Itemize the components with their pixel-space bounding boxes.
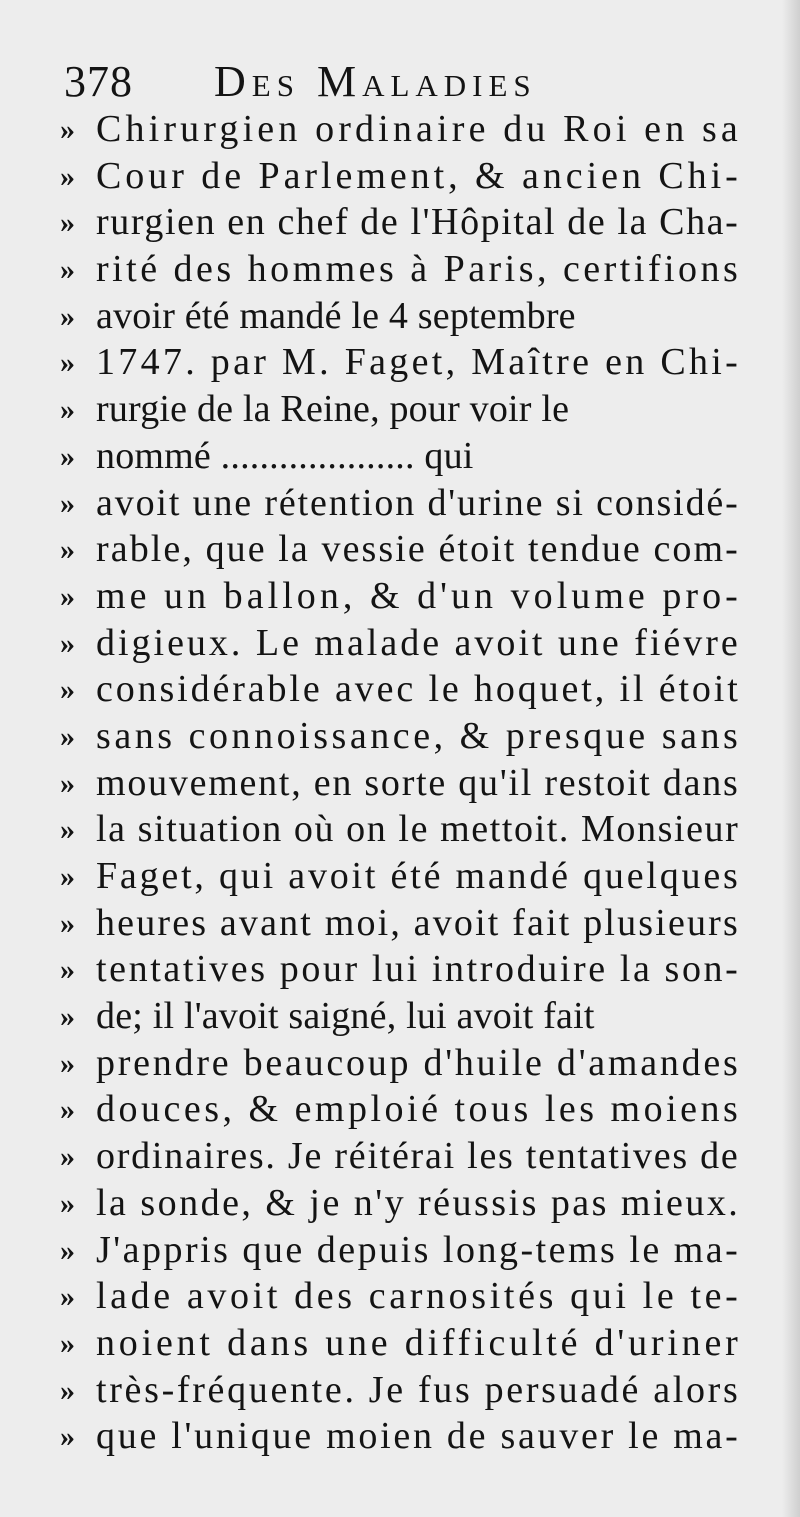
line-text: Chirurgien ordinaire du Roi en sa: [96, 108, 742, 150]
quote-mark: »: [60, 299, 75, 333]
quote-mark: »: [60, 113, 75, 146]
text-line: [0, 1273, 800, 1320]
quote-mark: »: [60, 159, 75, 193]
text-line: [0, 620, 800, 667]
text-line: [0, 1227, 800, 1274]
text-line: [0, 1040, 800, 1087]
line-text: rable, que la vessie étoit tendue com-: [96, 528, 740, 571]
quote-mark: »: [60, 1233, 75, 1267]
quote-mark: »: [60, 486, 75, 520]
line-text: tentatives pour lui introduire la son-: [96, 948, 741, 991]
line-text: ordinaires. Je réitérai les tentatives de: [96, 1135, 740, 1178]
text-line: [0, 480, 800, 527]
text-line: [0, 900, 800, 947]
text-line: [0, 760, 800, 807]
text-line: [0, 199, 800, 246]
quote-mark: »: [60, 766, 75, 800]
line-text: la sonde, & je n'y réussis pas mieux.: [96, 1181, 741, 1224]
line-text: rurgien en chef de l'Hôpital de la Cha-: [96, 201, 740, 244]
quote-mark: »: [60, 1373, 75, 1407]
text-line: [0, 1086, 800, 1133]
quote-mark: »: [60, 1420, 75, 1454]
quote-mark: »: [60, 1046, 75, 1080]
line-text: que l'unique moien de sauver le ma-: [96, 1415, 741, 1458]
quote-mark: »: [60, 719, 75, 753]
text-line: [0, 713, 800, 760]
quote-mark: »: [60, 953, 75, 987]
line-text: noient dans une difficulté d'uriner: [96, 1321, 742, 1364]
text-line: [0, 1320, 800, 1367]
text-line: [0, 666, 800, 713]
line-text: prendre beaucoup d'huile d'amandes: [96, 1041, 741, 1084]
quote-mark: »: [60, 626, 75, 660]
quote-mark: »: [60, 1140, 75, 1174]
text-line: [0, 993, 800, 1040]
quote-mark: »: [60, 533, 75, 567]
line-text: considérable avec le hoquet, il étoit: [96, 668, 741, 711]
line-text: 1747. par M. Faget, Maître en Chi-: [96, 341, 742, 384]
line-text: J'appris que depuis long-tems le ma-: [96, 1228, 741, 1271]
line-text: Cour de Parlement, & ancien Chi-: [96, 154, 742, 197]
quote-mark: »: [60, 1280, 75, 1314]
text-line: [0, 386, 800, 433]
text-line: [0, 1413, 800, 1460]
text-line: [0, 246, 800, 293]
text-line: [0, 573, 800, 620]
quote-mark: »: [60, 439, 75, 473]
line-text: mouvement, en sorte qu'il restoit dans: [96, 761, 740, 804]
quote-mark: »: [60, 206, 75, 240]
line-text: heures avant moi, avoit fait plusieurs: [96, 901, 740, 944]
quote-mark: »: [60, 393, 75, 427]
body-text: [0, 106, 800, 1460]
quote-mark: »: [60, 1186, 75, 1220]
page-header: [64, 52, 624, 112]
quote-mark: »: [60, 860, 75, 893]
line-text: rurgie de la Reine, pour voir le: [96, 388, 570, 431]
text-line: [0, 526, 800, 573]
line-text: de; il l'avoit saigné, lui avoit fait: [96, 995, 595, 1038]
line-text: lade avoit des carnosités qui le te-: [96, 1275, 742, 1318]
line-text: avoit une rétention d'urine si considé-: [96, 481, 740, 524]
quote-mark: »: [60, 813, 75, 847]
line-text: sans connoissance, & presque sans: [96, 714, 742, 757]
text-line: [0, 433, 800, 480]
text-line: [0, 1180, 800, 1227]
text-line: [0, 339, 800, 386]
quote-mark: »: [60, 253, 75, 287]
text-line: [0, 806, 800, 853]
text-line: [0, 1367, 800, 1414]
text-line: [0, 853, 800, 900]
quote-mark: »: [60, 1093, 75, 1127]
quote-mark: »: [60, 906, 75, 940]
quote-mark: »: [60, 346, 75, 380]
quote-mark: »: [60, 1000, 75, 1034]
text-line: [0, 946, 800, 993]
line-text: avoir été mandé le 4 septembre: [96, 294, 576, 337]
page-number: 378: [64, 57, 133, 106]
line-text: nommé .................... qui: [96, 434, 474, 477]
text-line: [0, 293, 800, 340]
line-text: très-fréquente. Je fus persuadé alors: [96, 1368, 741, 1411]
line-text: la situation où on le mettoit. Monsieur: [96, 808, 740, 851]
line-text: Faget, qui avoit été mandé quelques: [96, 855, 741, 897]
quote-mark: »: [60, 673, 75, 707]
line-text: douces, & emploié tous les moiens: [96, 1088, 742, 1131]
line-text: me un ballon, & d'un volume pro-: [96, 574, 742, 617]
line-text: digieux. Le malade avoit une fiévre: [96, 621, 741, 664]
line-text: rité des hommes à Paris, certifions: [96, 248, 742, 291]
quote-mark: »: [60, 579, 75, 613]
text-line: [0, 106, 800, 153]
running-title: Des Maladies: [214, 57, 537, 106]
text-line: [0, 1133, 800, 1180]
quote-mark: »: [60, 1326, 75, 1360]
text-line: [0, 153, 800, 200]
